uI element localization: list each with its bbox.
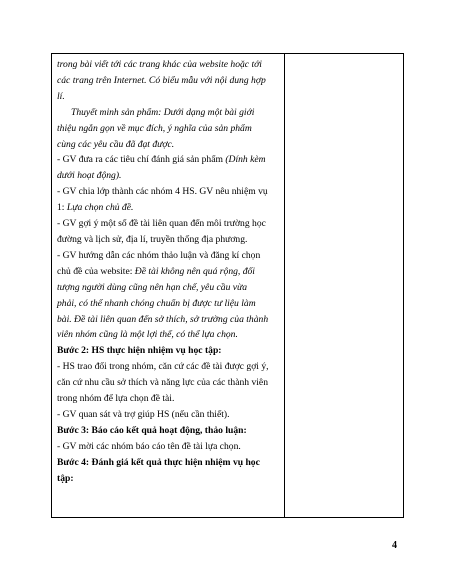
text-line xyxy=(57,152,280,168)
text-line xyxy=(57,137,280,153)
text-line xyxy=(57,73,280,89)
text-segment: bài. Đề tài liên quan đến sở thích, sở trường của thành xyxy=(57,313,269,325)
text-segment: - HS trao đổi trong nhóm, căn cứ các đề tài được gợi ý, xyxy=(57,361,269,373)
text-line xyxy=(57,264,280,280)
text-line xyxy=(57,327,280,343)
text-line xyxy=(57,359,280,375)
text-line xyxy=(57,280,280,296)
text-line xyxy=(57,439,280,455)
text-segment: trong nhóm để lựa chọn đề tài. xyxy=(57,393,175,405)
text-segment: trong bài viết tới các trang khác của website hoặc tới xyxy=(57,59,262,70)
text-line xyxy=(57,375,280,391)
text-segment: viên nhóm cũng là một lợi thế, có thể lựa chọn. xyxy=(57,329,238,341)
text-line xyxy=(57,471,280,487)
text-segment: đường và lịch sử, địa lí, truyền thống địa phương. xyxy=(57,233,248,245)
text-segment: Đề tài không nên quá rộng, đối xyxy=(134,265,255,277)
text-segment: - GV hướng dẫn các nhóm thảo luận và đăng kí chọn xyxy=(57,249,261,261)
empty-right-cell xyxy=(285,54,403,517)
page-number: 4 xyxy=(392,540,397,551)
text-line xyxy=(57,57,280,73)
text-line xyxy=(57,168,280,184)
text-segment: (Dính kèm xyxy=(225,154,266,166)
text-line xyxy=(57,407,280,423)
text-segment: Lựa chọn chủ đề. xyxy=(66,202,134,214)
text-segment: phải, có thể nhanh chóng chuẩn bị được tư liệu làm xyxy=(57,297,256,309)
text-segment: các trang trên Internet. Có biểu mẫu với nội dung hợp xyxy=(57,74,266,86)
text-segment: 1: xyxy=(57,202,67,214)
text-line xyxy=(57,105,280,121)
text-segment: Bước 3: Báo cáo kết quả hoạt động, thảo luận: xyxy=(57,424,247,436)
text-line xyxy=(57,391,280,407)
text-line xyxy=(57,296,280,312)
text-line xyxy=(57,200,280,216)
text-line xyxy=(57,184,280,200)
text-line xyxy=(57,423,280,439)
text-segment: - GV chia lớp thành các nhóm 4 HS. GV nêu nhiệm vụ xyxy=(57,186,268,198)
text-line xyxy=(57,455,280,471)
text-segment: căn cứ nhu cầu sở thích và năng lực của các thành viên xyxy=(57,377,268,389)
text-segment: - GV đưa ra các tiêu chí đánh giá sản phẩm xyxy=(57,154,226,166)
text-line xyxy=(57,232,280,248)
text-segment: thiệu ngắn gọn về mục đích, ý nghĩa của sản phẩm xyxy=(57,122,252,134)
text-segment: - GV mời các nhóm báo cáo tên đề tài lựa chọn. xyxy=(57,440,241,452)
text-line xyxy=(57,89,280,105)
text-line xyxy=(57,248,280,264)
lesson-table xyxy=(51,53,404,518)
text-segment: Bước 4: Đánh giá kết quả thực hiện nhiệm vụ học xyxy=(57,456,260,468)
text-segment: lí. xyxy=(57,90,65,102)
text-line xyxy=(57,121,280,137)
text-segment: - GV quan sát và trợ giúp HS (nếu cần thiết). xyxy=(57,408,230,420)
text-segment: cùng các yêu cầu đã đạt được. xyxy=(57,138,175,150)
text-segment: chủ đề của website: xyxy=(57,265,135,277)
text-segment: tập: xyxy=(57,472,74,484)
text-line xyxy=(57,343,280,359)
text-line xyxy=(57,216,280,232)
activity-cell xyxy=(57,57,280,486)
text-segment: Bước 2: HS thực hiện nhiệm vụ học tập: xyxy=(57,345,222,357)
text-segment: Thuyết minh sản phẩm: Dưới dạng một bài giới xyxy=(71,106,255,118)
text-line xyxy=(57,312,280,328)
text-segment: - GV gợi ý một số đề tài liên quan đến môi trường học xyxy=(57,218,266,230)
text-segment: tượng người dùng cũng nên hạn chế, yêu cầu vừa xyxy=(57,281,248,293)
text-segment: dưới hoạt động). xyxy=(57,170,122,182)
